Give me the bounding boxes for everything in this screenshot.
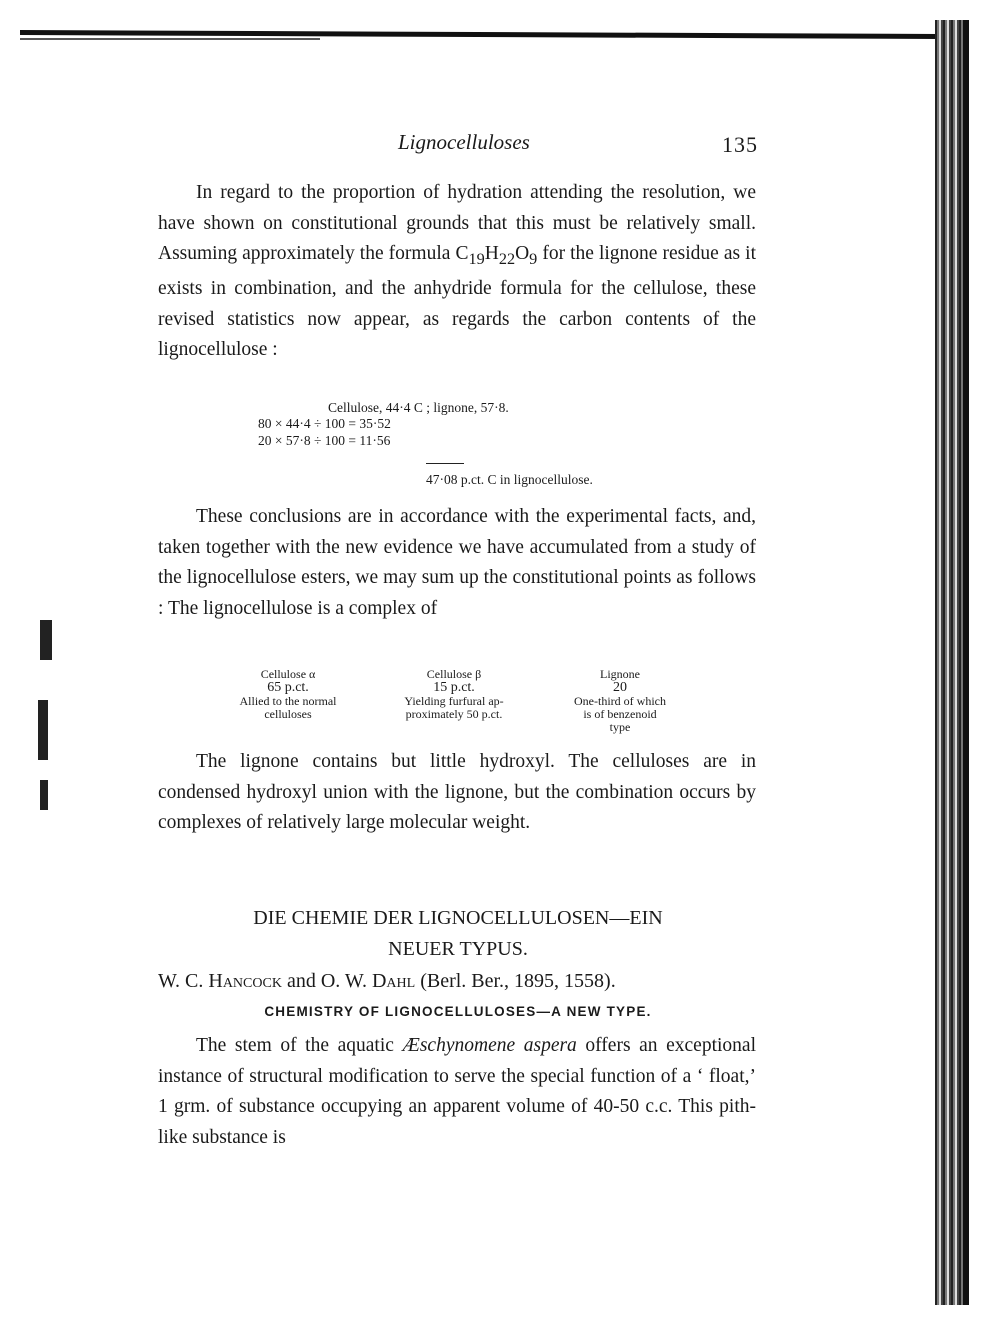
paragraph-text: The stem of the aquatic	[196, 1035, 403, 1056]
paragraph-text: These conclusions are in accordance with the experimental facts, and, taken together with the new evidence we have accumulated from a study of the lignocellulose esters, we may sum up the constitutional points as follows : The lignocellulose is a complex of	[158, 506, 756, 619]
paragraph-text: In regard to the proportion of hydration attending the resolution, we have shown on constitutional grounds that this must be relatively small. Assuming approximately the formula	[158, 182, 756, 264]
author-name: O. W. Dahl	[320, 970, 416, 992]
component-note: Allied to the normal	[239, 694, 337, 708]
scan-book-spine	[935, 20, 963, 1305]
component-note: One-third of which	[574, 694, 666, 708]
component-amount: 65 p.ct.	[267, 680, 309, 695]
complex-column-lignone	[545, 668, 695, 734]
section-subtitle: CHEMISTRY OF LIGNOCELLULOSES—A NEW TYPE.	[264, 1004, 652, 1019]
component-note: is of benzenoid	[583, 707, 657, 721]
page-number: 135	[722, 132, 758, 157]
section-title	[158, 903, 758, 965]
component-name: Cellulose α	[260, 667, 316, 681]
complex-column-cellulose-alpha	[213, 668, 363, 721]
paragraph-hydration	[158, 178, 756, 366]
scan-margin-mark	[40, 780, 48, 810]
scan-margin-mark	[40, 620, 52, 660]
page-header	[158, 130, 758, 160]
paragraph-text: The lignone contains but little hydroxyl. The celluloses are in condensed hydroxyl union with the lignone, but the combination occurs by complexes of relatively large molecular weight.	[158, 751, 756, 833]
paragraph-text: offers an exceptional instance of structural modification to serve the special function of a ‘ float,’ 1 grm. of substance occupying an apparent volume of 40-50 c.c. This pith-like substance is	[158, 1035, 756, 1148]
species-name: Æschynomene aspera	[402, 1035, 577, 1056]
component-name: Lignone	[600, 667, 640, 681]
component-note: proximately 50 p.ct.	[405, 707, 503, 721]
calculation-sum-rule	[426, 463, 464, 464]
component-amount: 15 p.ct.	[433, 680, 475, 695]
scan-book-edge	[963, 20, 969, 1305]
component-note: type	[609, 720, 631, 734]
calculation-line: 20 × 57·8 ÷ 100 = 11·56	[258, 433, 391, 448]
chemical-formula: $C_{19}H_{22}O_9$	[455, 243, 538, 268]
author-name: W. C. Hancock	[158, 970, 282, 992]
section-title-line: DIE CHEMIE DER LIGNOCELLULOSEN—EIN	[253, 907, 663, 929]
component-note: celluloses	[264, 707, 312, 721]
calculation-total: 47·08 p.ct. C in lignocellulose.	[426, 472, 593, 487]
paragraph-conclusions	[158, 502, 756, 624]
calculation-line: 80 × 44·4 ÷ 100 = 35·52	[258, 416, 391, 431]
section-title-line: NEUER TYPUS.	[388, 938, 528, 960]
running-title: Lignocelluloses	[398, 130, 530, 154]
paragraph-text: for the lignone residue as it exists in combination, and the anhydride formula for the cellulose, these revised statistics now appear, as regards the carbon contents of the lignocellulose :	[158, 243, 756, 361]
component-name: Cellulose β	[426, 667, 482, 681]
paragraph-lignone	[158, 747, 756, 839]
calculation-heading: Cellulose, 44·4 C ; lignone, 57·8.	[328, 400, 509, 415]
scan-margin-mark	[38, 700, 48, 760]
reference: (Berl. Ber., 1895, 1558).	[415, 970, 616, 992]
complex-column-cellulose-beta	[379, 668, 529, 721]
component-amount: 20	[613, 680, 627, 695]
citation: W. C. Hancock and O. W. Dahl (Berl. Ber., 1895, 1558).	[158, 970, 616, 992]
scan-top-rule-shadow	[20, 38, 320, 40]
component-note: Yielding furfural ap-	[404, 694, 504, 708]
paragraph-aeschynomene	[158, 1031, 756, 1153]
